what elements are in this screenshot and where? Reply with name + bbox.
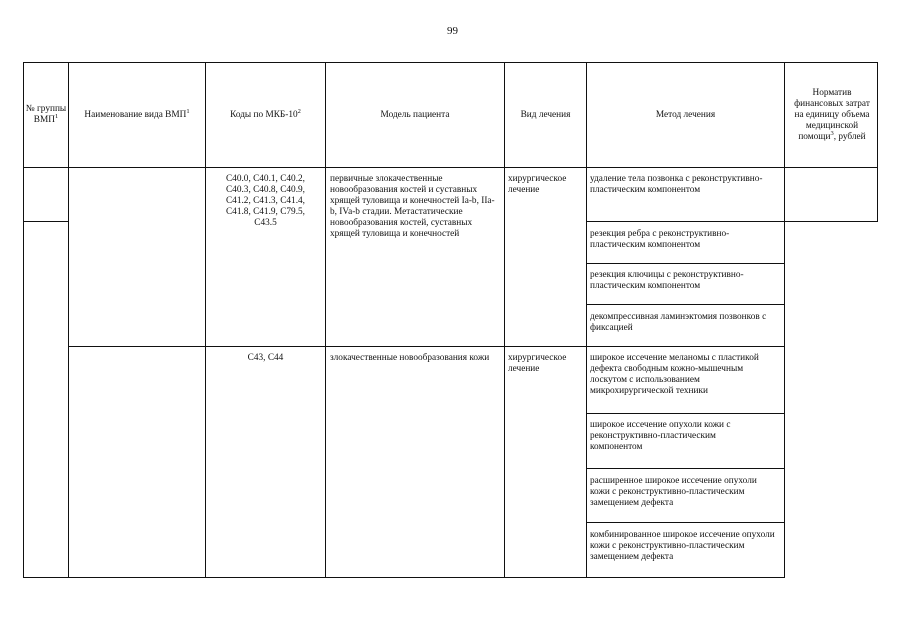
block2-treatment-type: хирургическое лечение xyxy=(508,353,567,374)
block2-patient-model: злокачественные новообразования кожи xyxy=(330,353,490,363)
method-row-border xyxy=(586,221,785,222)
group-no-row-border xyxy=(23,221,69,222)
method-row-border xyxy=(586,522,785,523)
header-group-no: № группы ВМП$^1$ xyxy=(25,104,67,125)
block2-method: широкое иссечение меланомы с пластикой дефекта свободным кожно-мышечным лоскутом с использованием микрохирургической техники xyxy=(590,353,759,396)
block1-method: резекция ребра с реконструктивно-пластическим компонентом xyxy=(590,229,730,250)
method-row-border xyxy=(586,413,785,414)
header-treatment-method: Метод лечения xyxy=(655,109,716,120)
block1-patient-model: первичные злокачественные новообразования костей и суставных хрящей туловища и конечностей Ia-b, IIa-b, IVa-b стадии. Метастатические новообразования костей, суставных хрящей туловища и конечностей xyxy=(330,174,495,239)
block-separator xyxy=(68,346,785,347)
header-vmp-name: Наименование вида ВМП$^1$ xyxy=(84,107,190,120)
cost-row-border xyxy=(784,221,878,222)
page-number: 99 xyxy=(447,25,458,37)
block1-treatment-type: хирургическое лечение xyxy=(508,174,567,195)
block2-method: расширенное широкое иссечение опухоли кожи с реконструктивно-пластическим замещением дефекта xyxy=(590,476,757,508)
method-row-border xyxy=(586,304,785,305)
col-border-7 xyxy=(877,62,878,222)
block1-method: резекция ключицы с реконструктивно-пластическим компонентом xyxy=(590,270,744,291)
block2-method: широкое иссечение опухоли кожи с реконструктивно-пластическим компонентом xyxy=(590,420,731,452)
header-treatment-type: Вид лечения xyxy=(520,109,571,120)
col-border-6 xyxy=(784,62,785,578)
block1-method: декомпрессивная ламинэктомия позвонков с фиксацией xyxy=(590,312,767,333)
header-patient-model: Модель пациента xyxy=(380,109,450,120)
block2-method: комбинированное широкое иссечение опухоли кожи с реконструктивно-пластическим замещением дефекта xyxy=(590,530,775,562)
table-bottom-border xyxy=(23,577,785,578)
block2-codes: C43, C44 xyxy=(247,353,284,363)
block1-method: удаление тела позвонка с реконструктивно-пластическим компонентом xyxy=(590,174,763,195)
method-row-border xyxy=(586,468,785,469)
method-row-border xyxy=(586,263,785,264)
block1-codes: C40.0, C40.1, C40.2, C40.3, C40.8, C40.9, C41.2, C41.3, C41.4, C41.8, C41.9, C79.5, C43.5 xyxy=(225,174,306,228)
header-mkb-codes: Коды по МКБ-$10^2$ xyxy=(230,107,301,120)
header-bottom-border xyxy=(23,167,878,168)
header-cost-standard: Норматив финансовых затрат на единицу объема медицинской помощи$^3$, рублей xyxy=(794,87,870,142)
